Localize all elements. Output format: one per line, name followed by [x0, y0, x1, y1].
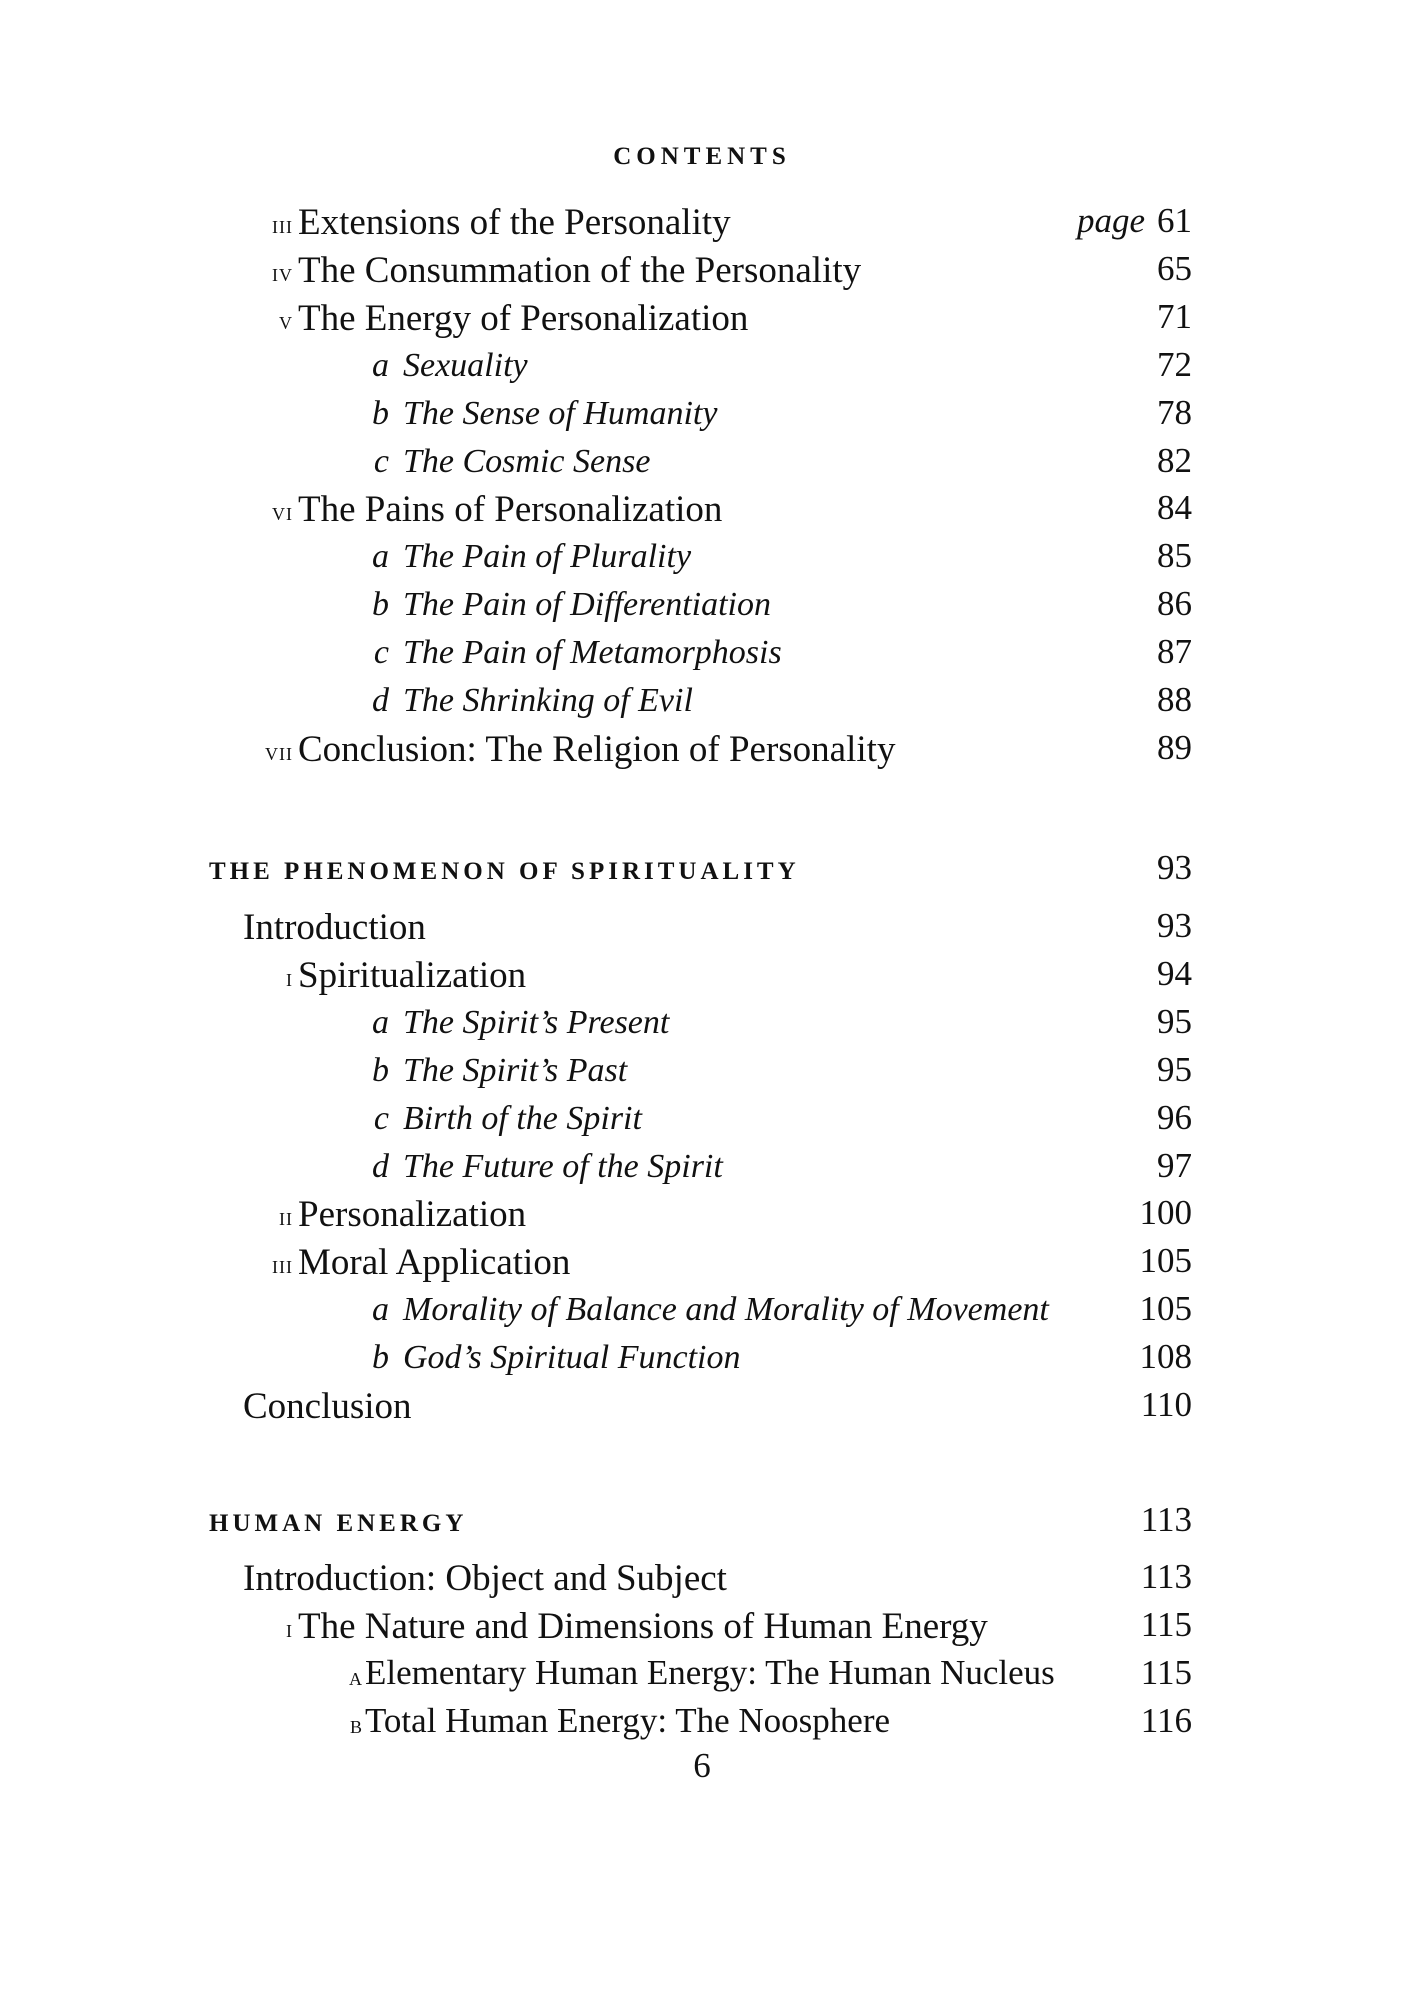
toc-entry — [0, 726, 1404, 774]
entry-title: The Nature and Dimensions of Human Energy — [298, 1605, 988, 1647]
entry-title: Moral Application — [298, 1242, 571, 1284]
entry-page-number — [1157, 393, 1192, 433]
entry-page-number — [1077, 201, 1192, 241]
entry-title: The Pain of Differentiation — [403, 586, 771, 624]
subsection-letter: c — [373, 1099, 389, 1137]
entry-page-number — [1141, 1701, 1192, 1741]
toc-entry — [0, 486, 1404, 534]
page-value: 61 — [1157, 201, 1192, 240]
subsection-letter: a — [372, 1003, 389, 1041]
entry-title: The Spirit’s Past — [403, 1051, 628, 1089]
toc-entry — [0, 630, 1404, 678]
section-heading-spirituality — [0, 846, 1404, 894]
entry-page-number — [1141, 1653, 1192, 1693]
entry-page-number — [1157, 1050, 1192, 1090]
page-value: 96 — [1157, 1097, 1192, 1137]
entry-title: Birth of the Spirit — [403, 1099, 642, 1137]
page-value: 82 — [1157, 440, 1192, 480]
entry-page-number — [1157, 249, 1192, 289]
entry-page-number — [1157, 1002, 1192, 1042]
toc-entry — [0, 1000, 1404, 1048]
toc-entry — [0, 1555, 1404, 1603]
subsection-letter: d — [372, 682, 389, 719]
entry-title: The Shrinking of Evil — [403, 682, 693, 719]
entry-title: Elementary Human Energy: The Human Nucleus — [365, 1652, 1055, 1692]
chapter-number: i — [286, 1613, 293, 1643]
page-value: 86 — [1157, 584, 1192, 624]
entry-title: God’s Spiritual Function — [403, 1339, 741, 1377]
subsection-letter: b — [372, 394, 389, 432]
page-value: 113 — [1140, 1557, 1192, 1596]
page-value: 116 — [1140, 1700, 1192, 1740]
entry-page-number — [1157, 584, 1192, 624]
page-value: 87 — [1157, 632, 1192, 672]
toc-entry — [0, 534, 1404, 582]
entry-title: The Energy of Personalization — [298, 297, 749, 339]
entry-page-number — [1157, 488, 1192, 528]
toc-entry — [0, 1335, 1404, 1383]
page-value: 105 — [1139, 1241, 1192, 1281]
entry-title: Personalization — [298, 1194, 527, 1236]
chapter-number: i — [286, 962, 293, 992]
toc-entry — [0, 1048, 1404, 1096]
entry-page-number — [1157, 345, 1192, 385]
page-value: 78 — [1157, 392, 1192, 432]
entry-page-number — [1157, 536, 1192, 576]
entry-page-number — [1157, 632, 1192, 672]
toc-entry — [0, 1383, 1404, 1431]
page-value: 110 — [1140, 1385, 1192, 1424]
chapter-number: vii — [265, 736, 293, 766]
section-title: HUMAN ENERGY — [209, 1510, 468, 1537]
entry-title: Conclusion — [243, 1386, 412, 1427]
entry-title: The Pain of Metamorphosis — [403, 634, 782, 672]
toc-entry — [0, 439, 1404, 487]
page-value: 65 — [1157, 248, 1192, 288]
subsection-letter: a — [372, 1291, 389, 1329]
chapter-number: iii — [272, 1250, 293, 1280]
page-value: 95 — [1157, 1049, 1192, 1089]
entry-title: Spiritualization — [298, 954, 527, 996]
toc-entry — [0, 1287, 1404, 1335]
entry-page-number — [1157, 1098, 1192, 1138]
entry-title: Introduction: Object and Subject — [243, 1558, 727, 1599]
section-page-number: 113 — [1140, 1500, 1192, 1539]
page-value: 100 — [1139, 1193, 1192, 1233]
entry-page-number — [1141, 1605, 1192, 1645]
toc-entry — [0, 904, 1404, 952]
entry-title: Sexuality — [403, 346, 528, 384]
toc-entry — [0, 1603, 1404, 1651]
toc-entry — [0, 247, 1404, 295]
running-head: CONTENTS — [613, 143, 791, 170]
toc-entry — [0, 582, 1404, 630]
toc-entry — [0, 1144, 1404, 1192]
entry-title: The Future of the Spirit — [403, 1147, 723, 1185]
entry-title: The Consummation of the Personality — [298, 249, 862, 291]
entry-page-number — [1141, 1385, 1192, 1425]
entry-page-number — [1157, 441, 1192, 481]
page-value: 94 — [1157, 953, 1192, 993]
entry-title: Extensions of the Personality — [298, 202, 731, 243]
page-value: 115 — [1140, 1652, 1192, 1692]
page-value: 71 — [1157, 296, 1192, 336]
entry-page-number — [1140, 1337, 1193, 1377]
page-value: 93 — [1157, 906, 1192, 945]
toc-entry — [0, 1191, 1404, 1239]
subsection-letter: b — [372, 1339, 389, 1377]
chapter-number: vi — [272, 497, 293, 527]
toc-entry — [0, 678, 1404, 726]
entry-page-number — [1140, 1241, 1193, 1281]
toc-entry — [0, 1096, 1404, 1144]
page-value: 97 — [1157, 1145, 1192, 1185]
entry-title: The Cosmic Sense — [403, 442, 651, 480]
subsection-letter: b — [372, 586, 389, 624]
entry-title: The Pain of Plurality — [403, 538, 692, 576]
entry-page-number — [1157, 297, 1192, 337]
entry-title: The Spirit’s Present — [403, 1003, 670, 1041]
section-heading-human-energy — [0, 1498, 1404, 1546]
toc-entry — [0, 295, 1404, 343]
page-value: 105 — [1139, 1289, 1192, 1329]
toc-entry — [0, 1699, 1404, 1747]
entry-title: The Pains of Personalization — [298, 489, 723, 531]
toc-entry — [0, 952, 1404, 1000]
toc-entry — [0, 343, 1404, 391]
entry-page-number — [1157, 1146, 1192, 1186]
chapter-number: ii — [279, 1202, 293, 1232]
page-value: 84 — [1157, 488, 1192, 528]
page-value: 115 — [1140, 1604, 1192, 1644]
entry-page-number — [1157, 954, 1192, 994]
page-value: 89 — [1157, 727, 1192, 767]
entry-page-number — [1157, 680, 1192, 720]
chapter-number: v — [279, 305, 293, 335]
subsection-letter: c — [373, 634, 389, 672]
page-value: 72 — [1157, 344, 1192, 384]
page-value: 85 — [1157, 536, 1192, 576]
entry-title: The Sense of Humanity — [403, 394, 718, 432]
chapter-number: iii — [272, 210, 293, 239]
entry-title: Total Human Energy: The Noosphere — [365, 1700, 891, 1740]
chapter-number: iv — [272, 257, 293, 287]
section-page-number: 93 — [1157, 848, 1192, 887]
section-title: THE PHENOMENON OF SPIRITUALITY — [209, 858, 800, 885]
toc-entry — [0, 391, 1404, 439]
subsection-letter: a — [372, 346, 389, 384]
page-label: page — [1076, 201, 1145, 240]
toc-entry — [0, 199, 1404, 247]
entry-title: Morality of Balance and Morality of Movement — [403, 1291, 1049, 1329]
entry-page-number — [1140, 1193, 1193, 1233]
subsection-letter: b — [372, 1051, 389, 1089]
entry-page-number — [1157, 906, 1192, 946]
folio-page-number: 6 — [693, 1746, 711, 1785]
entry-title: Introduction — [243, 907, 426, 948]
subsection-letter: a — [372, 538, 389, 576]
entry-page-number — [1157, 728, 1192, 768]
toc-entry — [0, 1651, 1404, 1699]
page-value: 88 — [1157, 680, 1192, 719]
entry-page-number — [1141, 1557, 1192, 1597]
subsection-letter: a — [349, 1661, 362, 1691]
entry-title: Conclusion: The Religion of Personality — [298, 728, 896, 770]
subsection-letter: c — [373, 442, 389, 480]
subsection-letter: b — [349, 1709, 362, 1739]
entry-page-number — [1140, 1289, 1193, 1329]
page-value: 108 — [1139, 1337, 1192, 1377]
subsection-letter: d — [372, 1147, 389, 1185]
page-value: 95 — [1157, 1001, 1192, 1041]
toc-entry — [0, 1239, 1404, 1287]
